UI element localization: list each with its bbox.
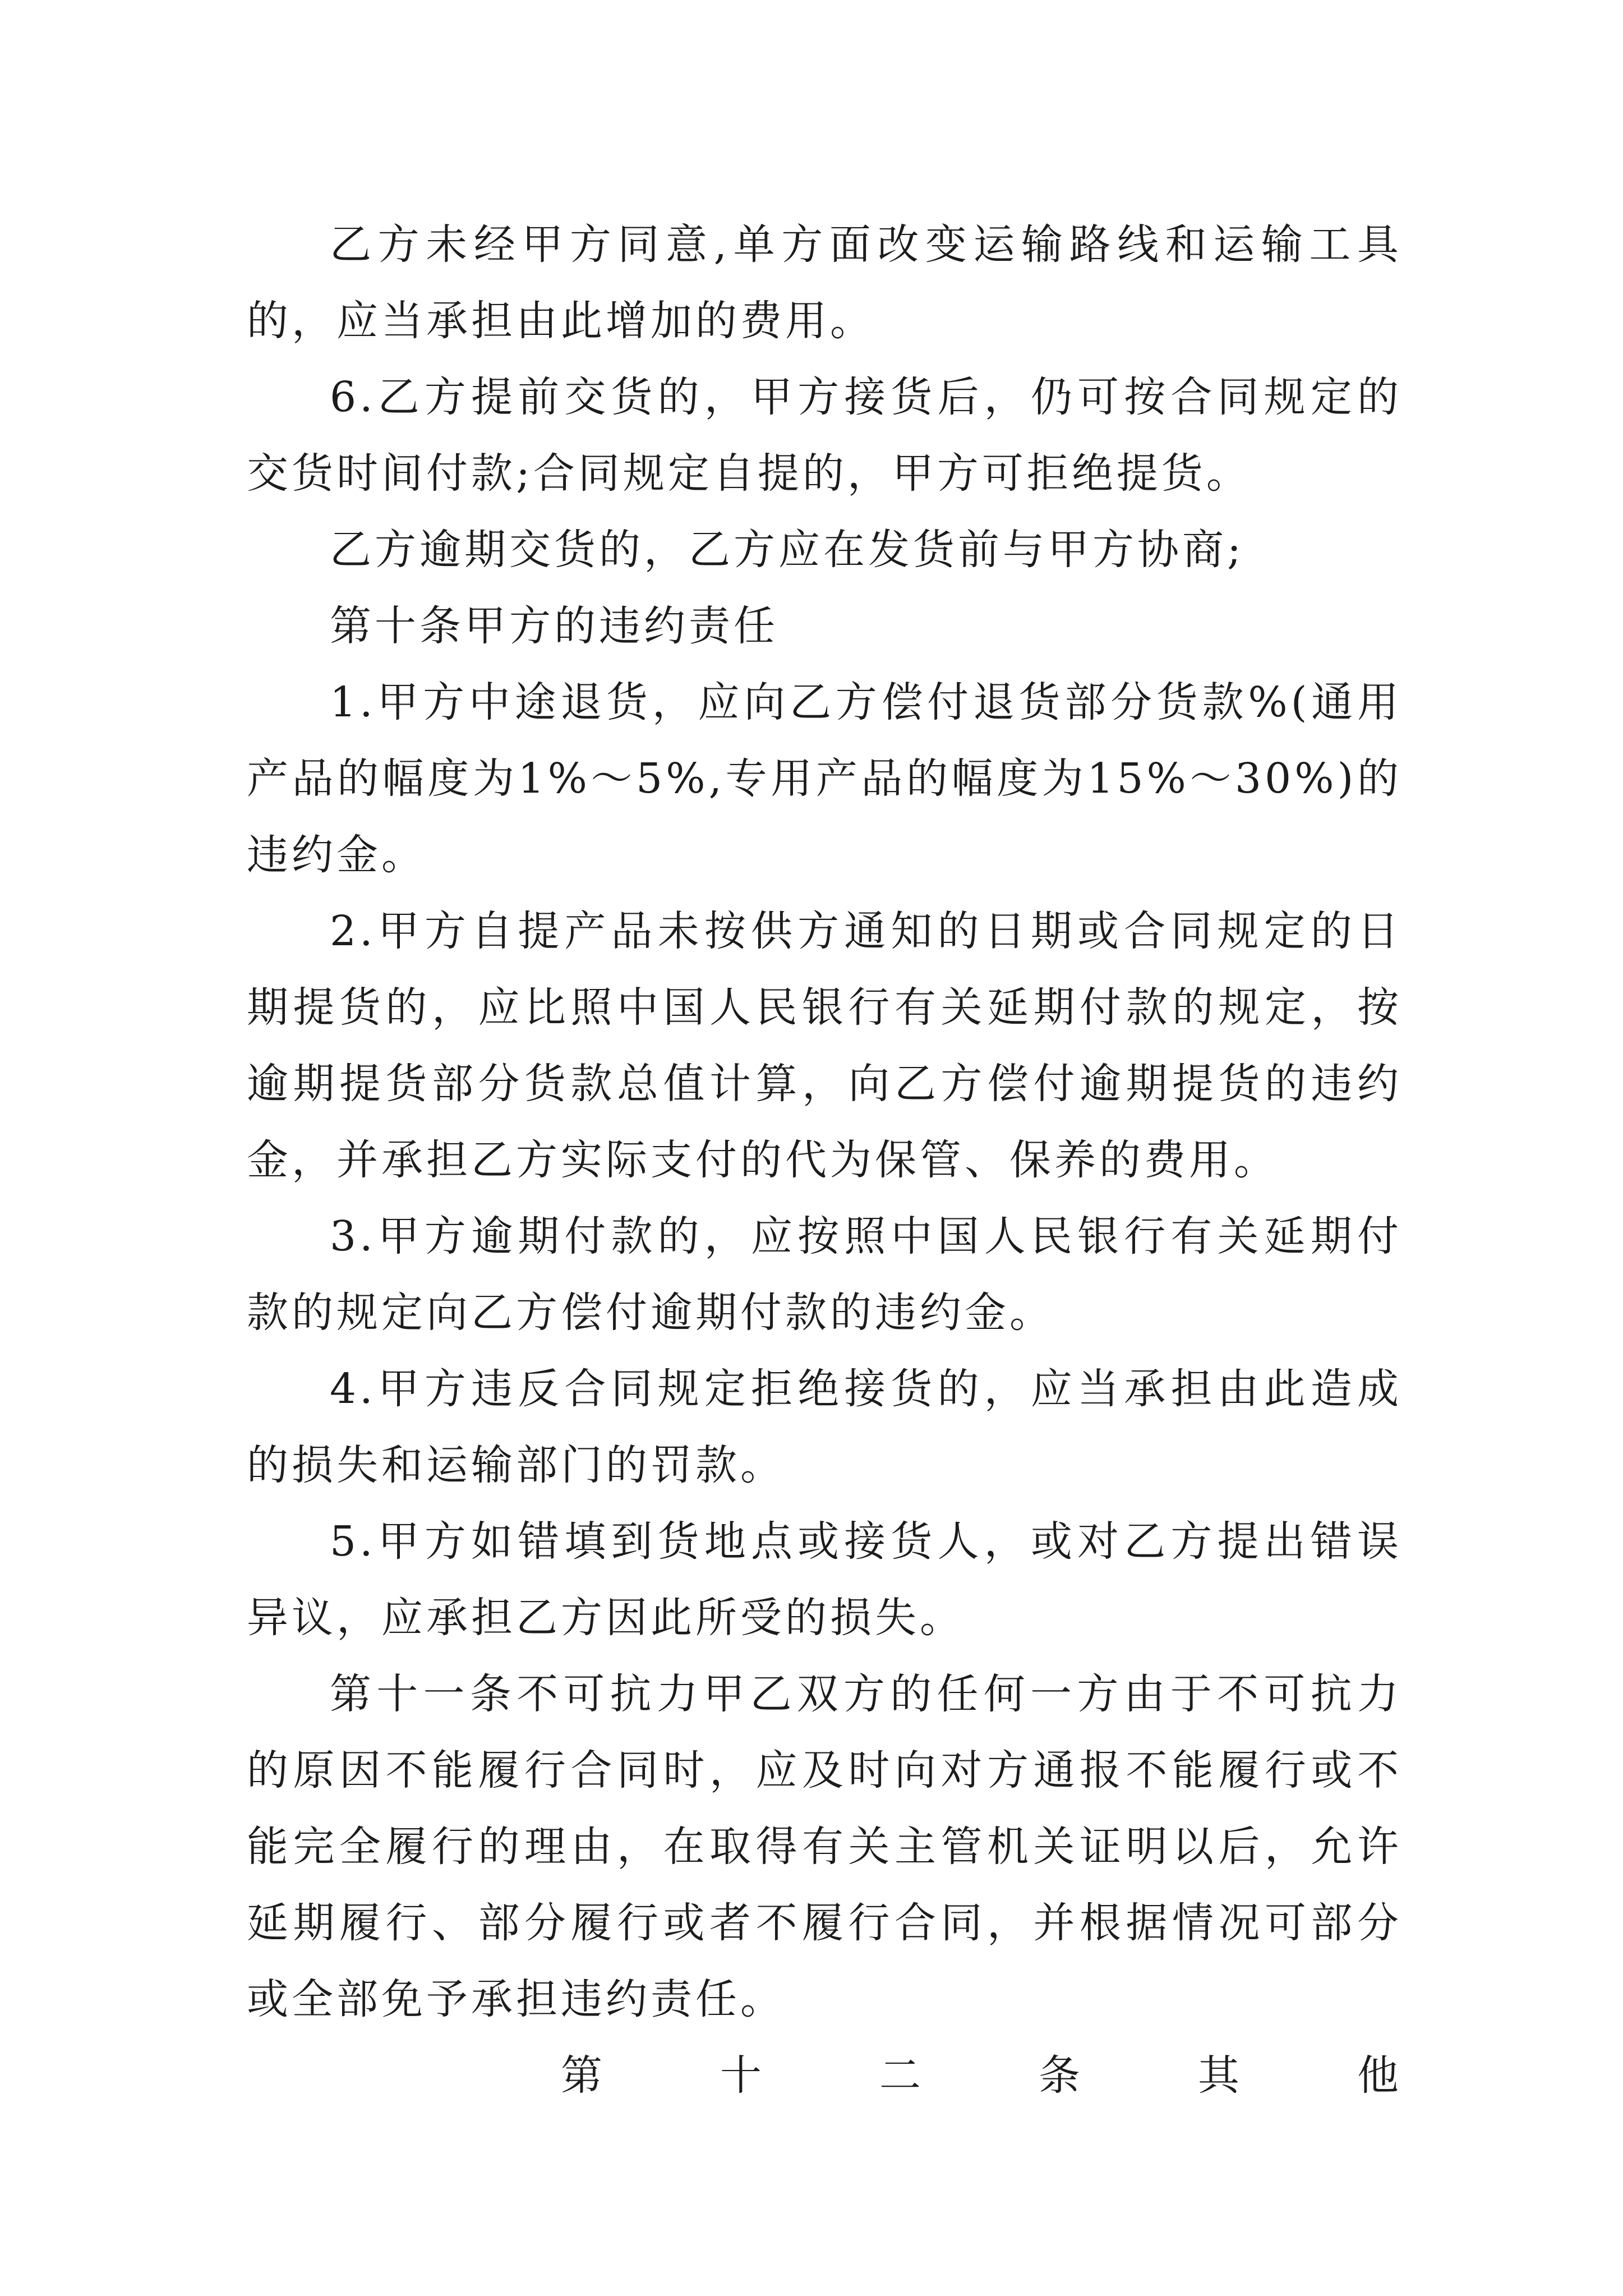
heading-char: 他: [1357, 2051, 1402, 2100]
paragraph: 5.甲方如错填到货地点或接货人，或对乙方提出错误异议，应承担乙方因此所受的损失。: [247, 1517, 1402, 1642]
paragraph: 3.甲方逾期付款的，应按照中国人民银行有关延期付款的规定向乙方偿付逾期付款的违约金。: [247, 1212, 1402, 1337]
paragraph: 1.甲方中途退货，应向乙方偿付退货部分货款%(通用产品的幅度为1%～5%,专用产品的幅度为15%～30%)的违约金。: [247, 678, 1402, 879]
paragraph: 4.甲方违反合同规定拒绝接货的，应当承担由此造成的损失和运输部门的罚款。: [247, 1365, 1402, 1489]
paragraph: 乙方逾期交货的，乙方应在发货前与甲方协商;: [330, 526, 1244, 574]
section-heading-article-10: 第十条甲方的违约责任: [330, 602, 778, 650]
contract-text: [247, 206, 1402, 2114]
paragraph-article-11: 第十一条不可抗力甲乙双方的任何一方由于不可抗力的原因不能履行合同时，应及时向对方通报不能履行或不能完全履行的理由，在取得有关主管机关证明以后，允许延期履行、部分履行或者不履行合同，并根据情况可部分或全部免予承担违约责任。: [247, 1670, 1402, 2023]
paragraph: 2.甲方自提产品未按供方通知的日期或合同规定的日期提货的，应比照中国人民银行有关延期付款的规定，按逾期提货部分货款总值计算，向乙方偿付逾期提货的违约金，并承担乙方实际支付的代为保管、保养的费用。: [247, 907, 1402, 1184]
paragraph: 6.乙方提前交货的，甲方接货后，仍可按合同规定的交货时间付款;合同规定自提的，甲方可拒绝提货。: [247, 373, 1402, 498]
heading-char: 其: [1198, 2051, 1243, 2100]
heading-char: 条: [1039, 2051, 1083, 2100]
section-heading-article-12: [561, 2037, 1402, 2114]
heading-char: 十: [720, 2051, 765, 2100]
heading-char: 第: [561, 2051, 606, 2100]
heading-char: 二: [879, 2051, 924, 2100]
paragraph: 乙方未经甲方同意,单方面改变运输路线和运输工具的，应当承担由此增加的费用。: [247, 220, 1402, 345]
